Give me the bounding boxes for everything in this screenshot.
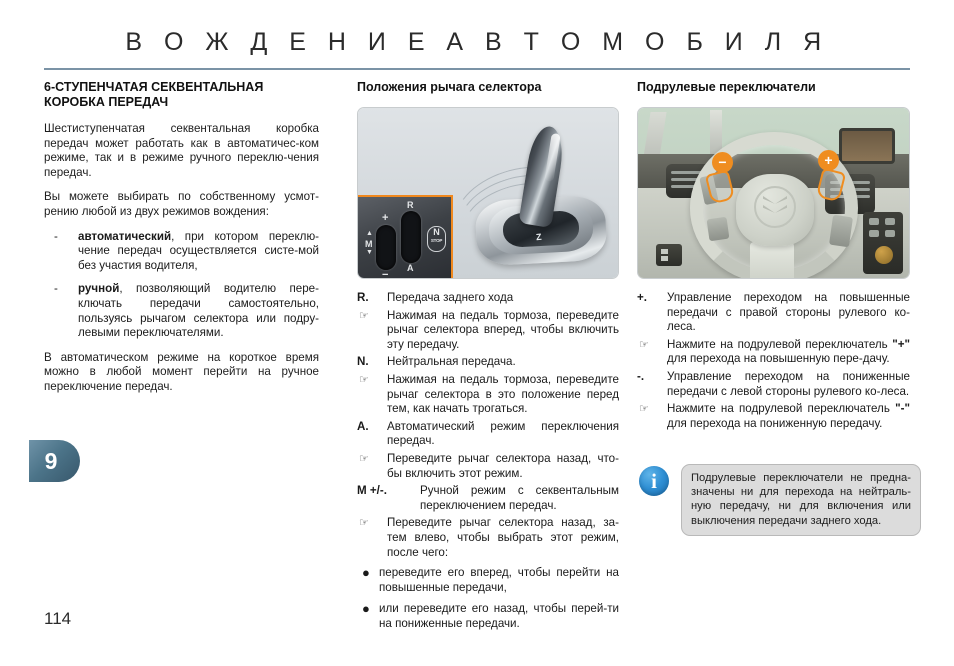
gate-path-manual (376, 225, 396, 270)
list-item (44, 282, 319, 340)
info-glyph: i (651, 469, 657, 493)
column1-heading: 6-СТУПЕНЧАТАЯ СЕКВЕНТАЛЬНАЯ КОРОБКА ПЕРЕДАЧ (44, 80, 264, 109)
list-item (357, 309, 619, 353)
list-item (637, 291, 910, 335)
instruction-suffix: для перехода на пониженную передачу. (667, 416, 883, 430)
callout-badge-minus: − (712, 152, 733, 173)
position-text: Нейтральная передача. (387, 355, 516, 369)
chapter-tab (29, 440, 80, 482)
callout-badge-plus: + (818, 150, 839, 171)
list-item (357, 355, 619, 370)
mirror-stalk (710, 110, 722, 154)
gear-selector-illustration (357, 107, 619, 279)
instruction-prefix: Нажмите на подрулевой переключатель (667, 402, 896, 416)
info-note (637, 464, 927, 526)
label-manual: M (365, 239, 373, 249)
position-text: Передача заднего хода (387, 291, 514, 304)
label-upshift: + (382, 212, 389, 224)
selector-gate-marking: Z (535, 231, 543, 243)
selector-positions-list (357, 291, 619, 560)
pointing-hand-icon: ☞ (359, 309, 369, 322)
list-item (637, 338, 910, 367)
instruction-text: Нажимая на педаль тормоза, переведите рычаг селектора в это положение перед тем, как начать трогаться. (387, 372, 619, 416)
mode-description: , при котором переклю-чение передач осуществляется систе-мой без участия водителя, (78, 229, 319, 272)
driving-modes-list (44, 230, 319, 341)
list-item (44, 230, 319, 274)
column3-heading: Подрулевые переключатели (637, 80, 816, 94)
bullet-icon: ● (362, 601, 370, 617)
list-item (637, 370, 910, 399)
infotainment-screen (839, 128, 895, 164)
console-knob (875, 246, 893, 264)
instruction-symbol: "-" (895, 402, 910, 416)
column-gearbox-intro (44, 80, 319, 395)
instruction-symbol: "+" (892, 337, 910, 351)
pointing-hand-icon: ☞ (639, 403, 649, 416)
label-reverse: R (407, 200, 414, 210)
info-note-text: Подрулевые переключатели не предна-значены ни для перехода на нейтраль-ную передачу, ни для включения или выключения передачи заднего хода. (691, 472, 911, 527)
mode-name: ручной (78, 282, 120, 296)
list-item (357, 420, 619, 449)
dash-marker: - (54, 229, 58, 243)
bullet-text: или переведите его назад, чтобы перей-ти на пониженные передачи. (379, 602, 619, 630)
pointing-hand-icon: ☞ (639, 338, 649, 351)
page-number: 114 (44, 609, 72, 628)
position-key: R. (357, 291, 369, 304)
shifter-key: -. (637, 369, 645, 383)
list-item (357, 291, 619, 306)
column1-paragraph-3: В автоматическом режиме на короткое время можно в любой момент перейти на ручное переключение передач. (44, 350, 319, 393)
list-item (357, 566, 619, 595)
info-note-box (681, 464, 921, 536)
instruction-suffix: для перехода на повышенную пере-дачу. (667, 352, 890, 366)
list-item (357, 452, 619, 481)
pointing-hand-icon: ☞ (359, 373, 369, 386)
arrow-up-icon: ▲ (366, 230, 373, 237)
door-window-switch (656, 244, 682, 266)
position-key: N. (357, 355, 369, 369)
left-lower-control (707, 217, 730, 242)
instruction-text: Переведите рычаг селектора назад, что-бы включить этот режим. (387, 451, 619, 480)
bullet-text: переведите его вперед, чтобы перейти на повышенные передачи, (379, 566, 619, 594)
mode-name: автоматический (78, 229, 172, 243)
gate-path-reverse (401, 211, 421, 263)
right-lower-control (829, 215, 853, 247)
mode-description: , позволяющий водителю пере-ключать передачи самостоятельно, пользуясь рычагом селектора или подру-левыми переключателями. (78, 282, 319, 340)
shifter-key: +. (637, 291, 647, 304)
citroen-chevrons-logo (763, 195, 787, 219)
position-key: M +/-. (357, 484, 387, 498)
page-title: В О Ж Д Е Н И Е А В Т О М О Б И Л Я (125, 28, 829, 56)
steering-column-cover (750, 242, 794, 279)
pointing-hand-icon: ☞ (359, 517, 369, 530)
instruction-text: Переведите рычаг селектора назад, за-тем влево, чтобы выбрать этот режим, после чего: (387, 516, 619, 559)
steering-wheel-hub (736, 174, 814, 246)
neutral-letter: N (433, 227, 440, 237)
steering-wheel-illustration (637, 107, 910, 279)
label-auto: A (407, 263, 414, 273)
shifter-text: Управление переходом на пониженные передачи с левой стороны рулевого ко-леса. (667, 369, 910, 398)
list-item (357, 602, 619, 631)
label-neutral-badge (427, 226, 446, 252)
list-item (357, 484, 619, 513)
instruction-text: Нажимая на педаль тормоза, переведите рычаг селектора вперед, чтобы включить эту передачу. (387, 308, 619, 351)
position-text: Ручной режим с секвентальным переключением передач. (420, 484, 619, 512)
center-console (863, 212, 903, 274)
list-item (357, 516, 619, 560)
position-text: Автоматический режим переключения передач. (387, 419, 619, 448)
label-downshift: − (382, 269, 389, 279)
manual-mode-bullets (357, 566, 619, 631)
dash-marker: - (54, 282, 58, 296)
shifter-text: Управление переходом на повышенные передачи с правой стороны рулевого ко-леса. (667, 291, 910, 334)
bullet-icon: ● (362, 565, 370, 581)
paddle-shifter-list (637, 291, 910, 431)
instruction-prefix: Нажмите на подрулевой переключатель (667, 337, 893, 351)
neutral-sub: STOP (430, 238, 443, 243)
column-paddle-shifters (637, 80, 910, 434)
list-item (357, 373, 619, 417)
info-icon (639, 466, 669, 496)
column2-heading: Положения рычага селектора (357, 80, 542, 94)
column1-paragraph-2: Вы можете выбирать по собственному усмот-рению любой из двух режимов вождения: (44, 190, 319, 218)
selector-gate-diagram (357, 195, 453, 279)
arrow-down-icon: ▼ (366, 249, 373, 256)
position-key: A. (357, 419, 369, 433)
pointing-hand-icon: ☞ (359, 452, 369, 465)
column-selector-positions (357, 80, 619, 638)
chapter-number: 9 (44, 448, 58, 474)
list-item (637, 402, 910, 431)
column1-paragraph-1: Шестиступенчатая секвентальная коробка передач может работать как в автоматичес-ком режиме, так и в режиме ручного переклю-чения передач. (44, 122, 319, 179)
header-divider (44, 68, 910, 70)
